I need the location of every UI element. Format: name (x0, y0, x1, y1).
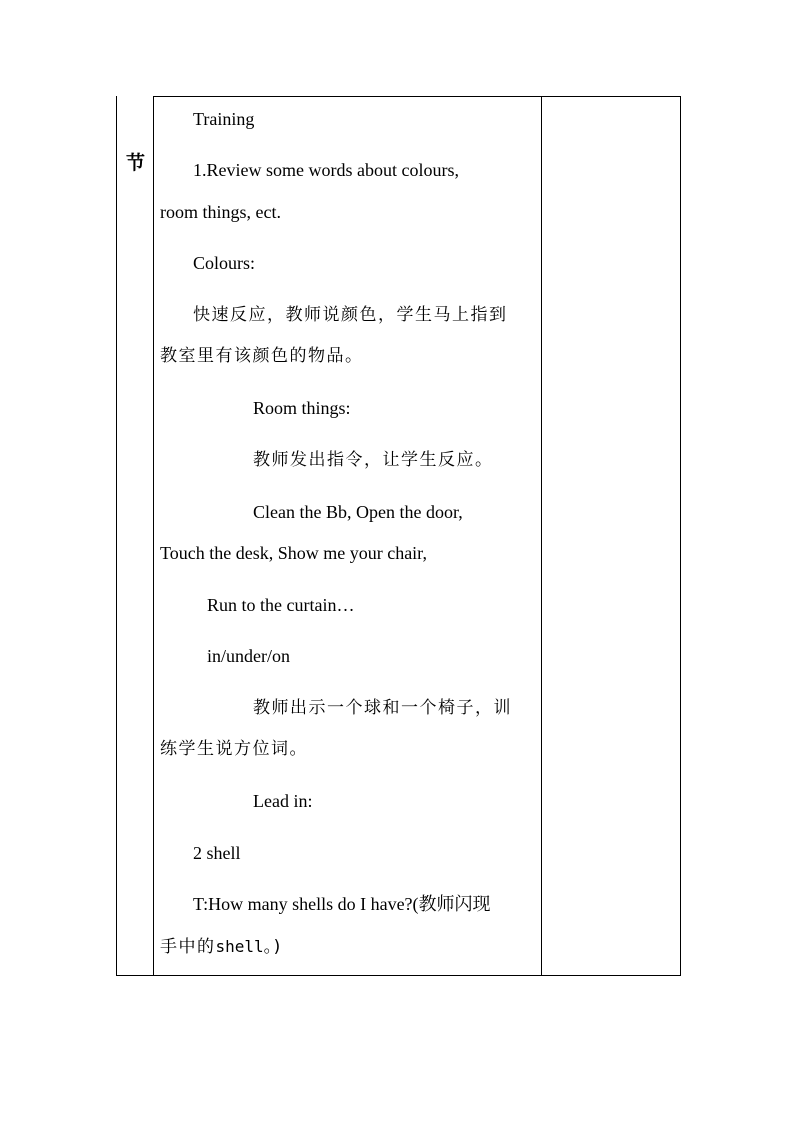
text-fragment-shell: shell (215, 937, 264, 956)
text-line-room-things: room things, ect. (160, 202, 281, 222)
text-line-colour-activity-cont: 教室里有该颜色的物品。 (160, 346, 364, 366)
text-line-review: 1.Review some words about colours, (193, 160, 459, 180)
table-border-top (153, 96, 681, 97)
text-fragment-hand: 手中的 (160, 937, 216, 957)
text-line-shell-count: 2 shell (193, 843, 241, 863)
text-line-prepositions: in/under/on (207, 646, 290, 666)
table-border-col1 (153, 96, 154, 976)
text-fragment-end: 。) (263, 937, 282, 957)
text-line-colour-activity: 快速反应，教师说颜色，学生马上指到 (193, 305, 508, 325)
text-line-training: Training (193, 109, 255, 129)
table-border-bottom (116, 975, 681, 976)
text-line-ball-chair: 教师出示一个球和一个椅子，训 (253, 698, 512, 718)
text-line-lead-in: Lead in: (253, 791, 313, 811)
text-line-commands-2: Touch the desk, Show me your chair, (160, 543, 427, 563)
text-line-commands-1: Clean the Bb, Open the door, (253, 502, 463, 522)
text-line-colours: Colours: (193, 253, 256, 273)
section-label: 节 (126, 152, 146, 174)
table-border-right (680, 96, 681, 976)
text-line-question-cont (160, 935, 282, 958)
text-line-room-things-heading: Room things: (253, 398, 351, 418)
table-border-col2 (541, 96, 542, 976)
text-line-teacher-instruction: 教师发出指令，让学生反应。 (253, 450, 494, 470)
text-line-question: T:How many shells do I have?(教师闪现 (193, 894, 491, 914)
table-border-left (116, 96, 117, 976)
text-line-ball-chair-cont: 练学生说方位词。 (160, 739, 308, 759)
text-line-commands-3: Run to the curtain… (207, 595, 355, 615)
